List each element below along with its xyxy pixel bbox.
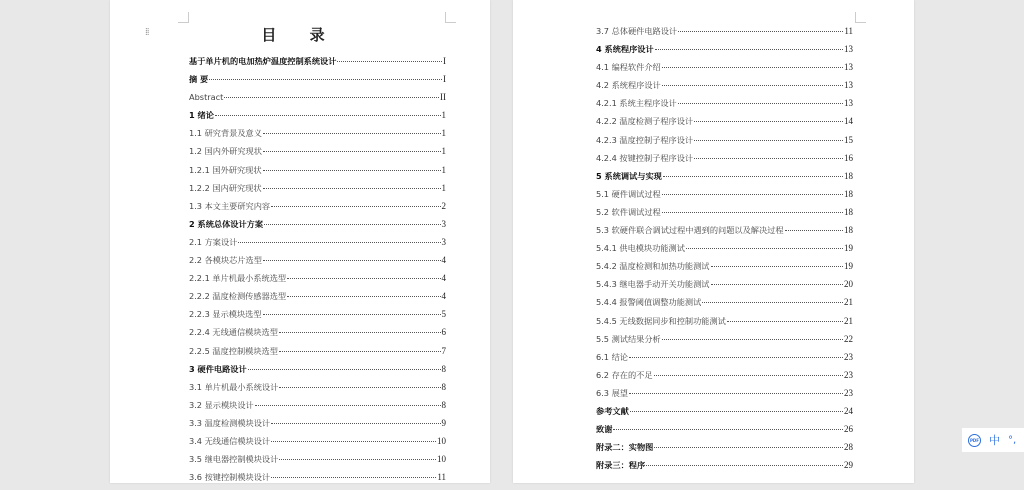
toc-entry-title: 3.7 总体硬件电路设计 <box>596 26 678 36</box>
toc-entry[interactable] <box>596 153 853 171</box>
toc-entry-page: 21 <box>844 297 853 308</box>
dot-leader <box>711 266 844 267</box>
toc-entry-title: 2.2 各模块芯片选型 <box>189 255 262 266</box>
dot-leader <box>279 351 441 352</box>
toc-entry-page: 5 <box>441 309 446 320</box>
toc-entry-title: 3.3 温度检测模块设计 <box>189 417 271 428</box>
dot-leader <box>263 170 441 171</box>
toc-entry-title: 6.3 展望 <box>596 387 628 398</box>
toc-entry-title: 1.1 研究背景及意义 <box>189 128 262 139</box>
dot-leader <box>663 176 843 177</box>
toc-entry-page: 11 <box>437 472 446 483</box>
toc-entry-page: 19 <box>844 261 853 272</box>
toc-entry-page: 26 <box>844 424 853 435</box>
dot-leader <box>271 423 440 424</box>
toc-entry-title: 3.5 继电器控制模块设计 <box>189 454 279 465</box>
dot-leader <box>785 230 843 231</box>
document-page-2 <box>513 0 914 483</box>
toc-entry[interactable] <box>189 454 446 472</box>
toc-entry-page: 23 <box>844 351 853 362</box>
dot-leader <box>678 31 843 32</box>
toc-entry-page: 4 <box>441 273 446 284</box>
dot-leader <box>630 411 843 412</box>
toc-entry-page: 1 <box>441 182 446 193</box>
toc-entry[interactable] <box>189 219 446 237</box>
toc-list <box>596 26 853 478</box>
toc-entry-page: 20 <box>844 279 853 290</box>
dot-leader <box>271 477 436 478</box>
toc-entry-title: 4.1 编程软件介绍 <box>596 62 661 73</box>
toc-entry-title: 4.2.2 温度检测子程序设计 <box>596 116 694 127</box>
toc-entry[interactable] <box>596 243 853 261</box>
toc-entry-page: 23 <box>844 369 853 380</box>
dot-leader <box>224 97 439 98</box>
toc-entry-title: 5.1 硬件调试过程 <box>596 188 661 199</box>
pdf-icon[interactable]: PDF <box>968 434 981 447</box>
dot-leader <box>629 357 843 358</box>
toc-entry-page: 8 <box>441 381 446 392</box>
toc-entry-page: 1 <box>441 110 446 121</box>
dot-leader <box>337 61 442 62</box>
toc-entry[interactable] <box>596 189 853 207</box>
toc-entry-title: 1.2 国内外研究现状 <box>189 146 262 157</box>
toc-title: 目 录 <box>261 26 339 44</box>
toc-entry-title: 1.2.2 国内研究现状 <box>189 182 262 193</box>
toc-entry-page: 13 <box>844 98 853 109</box>
toc-entry[interactable] <box>596 62 853 80</box>
toc-entry-page: 8 <box>441 363 446 374</box>
toc-entry[interactable] <box>596 171 853 189</box>
toc-entry-title: 5.5 测试结果分析 <box>596 333 661 344</box>
toc-entry-title: 1.3 本文主要研究内容 <box>189 200 271 211</box>
toc-entry-title: 1 绪论 <box>189 110 214 121</box>
toc-entry-page: 24 <box>844 405 853 416</box>
toc-entry[interactable] <box>596 388 853 406</box>
dot-leader <box>613 429 843 430</box>
dot-leader <box>263 133 441 134</box>
toc-entry-page: 18 <box>844 188 853 199</box>
toc-entry-page: 13 <box>844 44 853 55</box>
document-page-1 <box>110 0 490 483</box>
toc-entry[interactable] <box>596 316 853 334</box>
dot-leader <box>279 332 441 333</box>
dots-icon[interactable]: °, <box>1008 434 1017 446</box>
toc-entry[interactable] <box>189 128 446 146</box>
toc-entry[interactable] <box>596 334 853 352</box>
margin-corner <box>445 12 456 23</box>
toc-entry-title: 4.2.4 按键控制子程序设计 <box>596 152 694 163</box>
dot-leader <box>702 302 843 303</box>
toc-entry-page: 10 <box>437 454 446 465</box>
toc-entry[interactable] <box>189 472 446 490</box>
toc-entry[interactable] <box>189 92 446 110</box>
toc-entry[interactable] <box>596 297 853 315</box>
toc-entry-title: 5.4.2 温度检测和加热功能测试 <box>596 261 710 272</box>
dot-leader <box>271 206 440 207</box>
toc-entry[interactable] <box>596 26 853 44</box>
toc-entry[interactable] <box>596 352 853 370</box>
toc-entry-page: 29 <box>844 460 853 471</box>
toc-entry-title: 3.4 无线通信模块设计 <box>189 435 271 446</box>
dot-leader <box>271 441 436 442</box>
toc-entry-page: 13 <box>844 80 853 91</box>
toc-entry-title: 2.2.2 温度检测传感器选型 <box>189 291 287 302</box>
dot-leader <box>279 459 436 460</box>
dot-leader <box>287 296 440 297</box>
toc-entry-page: 1 <box>441 146 446 157</box>
toc-entry-title: 5.4.5 无线数据同步和控制功能测试 <box>596 315 726 326</box>
toc-entry[interactable] <box>596 225 853 243</box>
toc-entry-title: 摘 要 <box>189 74 209 85</box>
toc-entry[interactable] <box>189 291 446 309</box>
dot-leader <box>248 369 441 370</box>
dot-leader <box>654 447 843 448</box>
dot-leader <box>711 284 844 285</box>
toc-entry-title: 2 系统总体设计方案 <box>189 218 264 229</box>
toc-entry-page: 8 <box>441 399 446 410</box>
toc-entry-page: 23 <box>844 387 853 398</box>
toc-entry[interactable] <box>596 98 853 116</box>
toc-entry-page: 28 <box>844 442 853 453</box>
toc-entry[interactable] <box>189 273 446 291</box>
margin-corner <box>178 12 189 23</box>
dot-leader <box>646 465 843 466</box>
dot-leader <box>662 67 843 68</box>
toc-entry-page: 21 <box>844 315 853 326</box>
toc-entry-title: 致谢 <box>596 424 613 435</box>
drag-handle-icon[interactable]: ⁞⁞ <box>145 27 149 38</box>
toc-entry-title: 2.2.4 无线通信模块选型 <box>189 327 278 338</box>
toc-entry-title: 4.2 系统程序设计 <box>596 80 661 91</box>
toc-entry-page: 9 <box>441 417 446 428</box>
dot-leader <box>263 151 441 152</box>
toc-entry[interactable] <box>189 382 446 400</box>
toc-entry[interactable] <box>596 279 853 297</box>
toc-entry[interactable] <box>189 418 446 436</box>
toc-entry-page: 1 <box>441 164 446 175</box>
toc-entry[interactable] <box>189 74 446 92</box>
dot-leader <box>727 321 843 322</box>
toc-entry[interactable] <box>596 116 853 134</box>
toc-entry-page: 11 <box>844 26 853 36</box>
toc-entry[interactable] <box>596 460 853 478</box>
toc-entry-title: 5.4.1 供电模块功能测试 <box>596 243 685 254</box>
toc-entry-title: 5 系统调试与实现 <box>596 170 662 181</box>
toc-entry-title: 6.2 存在的不足 <box>596 369 653 380</box>
toc-entry-page: 7 <box>441 345 446 356</box>
dot-leader <box>662 194 843 195</box>
toc-entry-page: 22 <box>844 333 853 344</box>
dot-leader <box>678 103 843 104</box>
toc-list <box>189 56 446 490</box>
toc-entry[interactable] <box>189 400 446 418</box>
toc-entry[interactable] <box>596 207 853 225</box>
toc-entry[interactable] <box>596 406 853 424</box>
toc-entry-title: 2.2.1 单片机最小系统选型 <box>189 273 287 284</box>
toc-entry[interactable] <box>596 44 853 62</box>
toc-entry-page: 18 <box>844 170 853 181</box>
dot-leader <box>263 260 441 261</box>
dot-leader <box>209 79 442 80</box>
dot-leader <box>662 85 843 86</box>
dot-leader <box>662 339 843 340</box>
toc-entry-title: 5.4.3 继电器手动开关功能测试 <box>596 279 710 290</box>
toc-entry-title: 6.1 结论 <box>596 351 628 362</box>
toc-entry-page: II <box>440 92 446 103</box>
dot-leader <box>694 140 843 141</box>
toc-entry[interactable] <box>596 80 853 98</box>
floating-toolbar <box>962 428 1024 452</box>
margin-corner <box>855 12 866 23</box>
toc-entry-title: 附录三：程序 <box>596 460 646 471</box>
dot-leader <box>263 314 441 315</box>
toc-entry-title: 4.2.1 系统主程序设计 <box>596 98 677 109</box>
toc-entry-page: 16 <box>844 152 853 163</box>
toc-entry[interactable] <box>596 442 853 460</box>
toc-entry[interactable] <box>189 237 446 255</box>
toc-entry-page: 4 <box>441 255 446 266</box>
toc-entry[interactable] <box>189 364 446 382</box>
toc-entry[interactable] <box>189 56 446 74</box>
toc-entry-title: 3.2 显示模块设计 <box>189 399 254 410</box>
dot-leader <box>255 405 441 406</box>
dot-leader <box>686 248 843 249</box>
dot-leader <box>655 49 843 50</box>
toc-entry-title: 3 硬件电路设计 <box>189 363 247 374</box>
dot-leader <box>215 115 441 116</box>
dot-leader <box>629 393 843 394</box>
toc-entry[interactable] <box>596 424 853 442</box>
toc-entry[interactable] <box>189 201 446 219</box>
toc-entry[interactable] <box>189 146 446 164</box>
toc-entry[interactable] <box>189 183 446 201</box>
toc-entry-page: 19 <box>844 243 853 254</box>
toc-entry-title: 3.6 按键控制模块设计 <box>189 472 271 483</box>
toc-entry-page: 13 <box>844 62 853 73</box>
toc-entry-title: 5.4.4 报警阈值调整功能测试 <box>596 297 702 308</box>
toc-entry-title: 参考文献 <box>596 405 629 416</box>
toc-entry-title: 基于单片机的电加热炉温度控制系统设计 <box>189 56 337 66</box>
toc-entry[interactable] <box>189 327 446 345</box>
toc-entry-title: 4.2.3 温度控制子程序设计 <box>596 134 694 145</box>
toc-entry-page: 2 <box>441 200 446 211</box>
toc-entry-page: 10 <box>437 435 446 446</box>
toc-entry-title: 2.2.5 温度控制模块选型 <box>189 345 278 356</box>
toc-entry[interactable] <box>189 346 446 364</box>
dot-leader <box>694 158 843 159</box>
language-toggle[interactable]: 中 <box>989 434 1000 447</box>
dot-leader <box>279 387 440 388</box>
toc-entry-page: 3 <box>441 218 446 229</box>
dot-leader <box>287 278 440 279</box>
dot-leader <box>263 188 441 189</box>
dot-leader <box>694 121 843 122</box>
toc-entry[interactable] <box>596 261 853 279</box>
toc-entry[interactable] <box>189 165 446 183</box>
toc-entry-title: 2.2.3 显示模块选型 <box>189 309 262 320</box>
toc-entry-page: 1 <box>441 128 446 139</box>
toc-entry[interactable] <box>189 309 446 327</box>
toc-entry-title: Abstract <box>189 92 224 103</box>
toc-entry-title: 5.3 软硬件联合调试过程中遇到的问题以及解决过程 <box>596 225 784 236</box>
dot-leader <box>238 242 440 243</box>
toc-entry-page: 14 <box>844 116 853 127</box>
toc-entry-title: 5.2 软件调试过程 <box>596 206 661 217</box>
dot-leader <box>264 224 440 225</box>
toc-entry[interactable] <box>189 255 446 273</box>
toc-entry[interactable] <box>189 110 446 128</box>
toc-entry-page: I <box>443 74 446 85</box>
toc-entry-page: 15 <box>844 134 853 145</box>
dot-leader <box>662 212 843 213</box>
toc-entry[interactable] <box>189 436 446 454</box>
toc-entry-page: 4 <box>441 291 446 302</box>
toc-entry-page: 18 <box>844 206 853 217</box>
toc-entry-page: 3 <box>441 236 446 247</box>
toc-entry-title: 4 系统程序设计 <box>596 44 654 55</box>
dot-leader <box>654 375 843 376</box>
toc-entry-title: 1.2.1 国外研究现状 <box>189 164 262 175</box>
toc-entry-page: 6 <box>441 327 446 338</box>
toc-entry-title: 3.1 单片机最小系统设计 <box>189 381 279 392</box>
toc-entry-page: 18 <box>844 225 853 236</box>
toc-entry[interactable] <box>596 370 853 388</box>
toc-entry-title: 附录二：实物图 <box>596 442 654 453</box>
toc-entry-title: 2.1 方案设计 <box>189 236 238 247</box>
toc-entry-page: I <box>443 56 446 66</box>
toc-entry[interactable] <box>596 135 853 153</box>
